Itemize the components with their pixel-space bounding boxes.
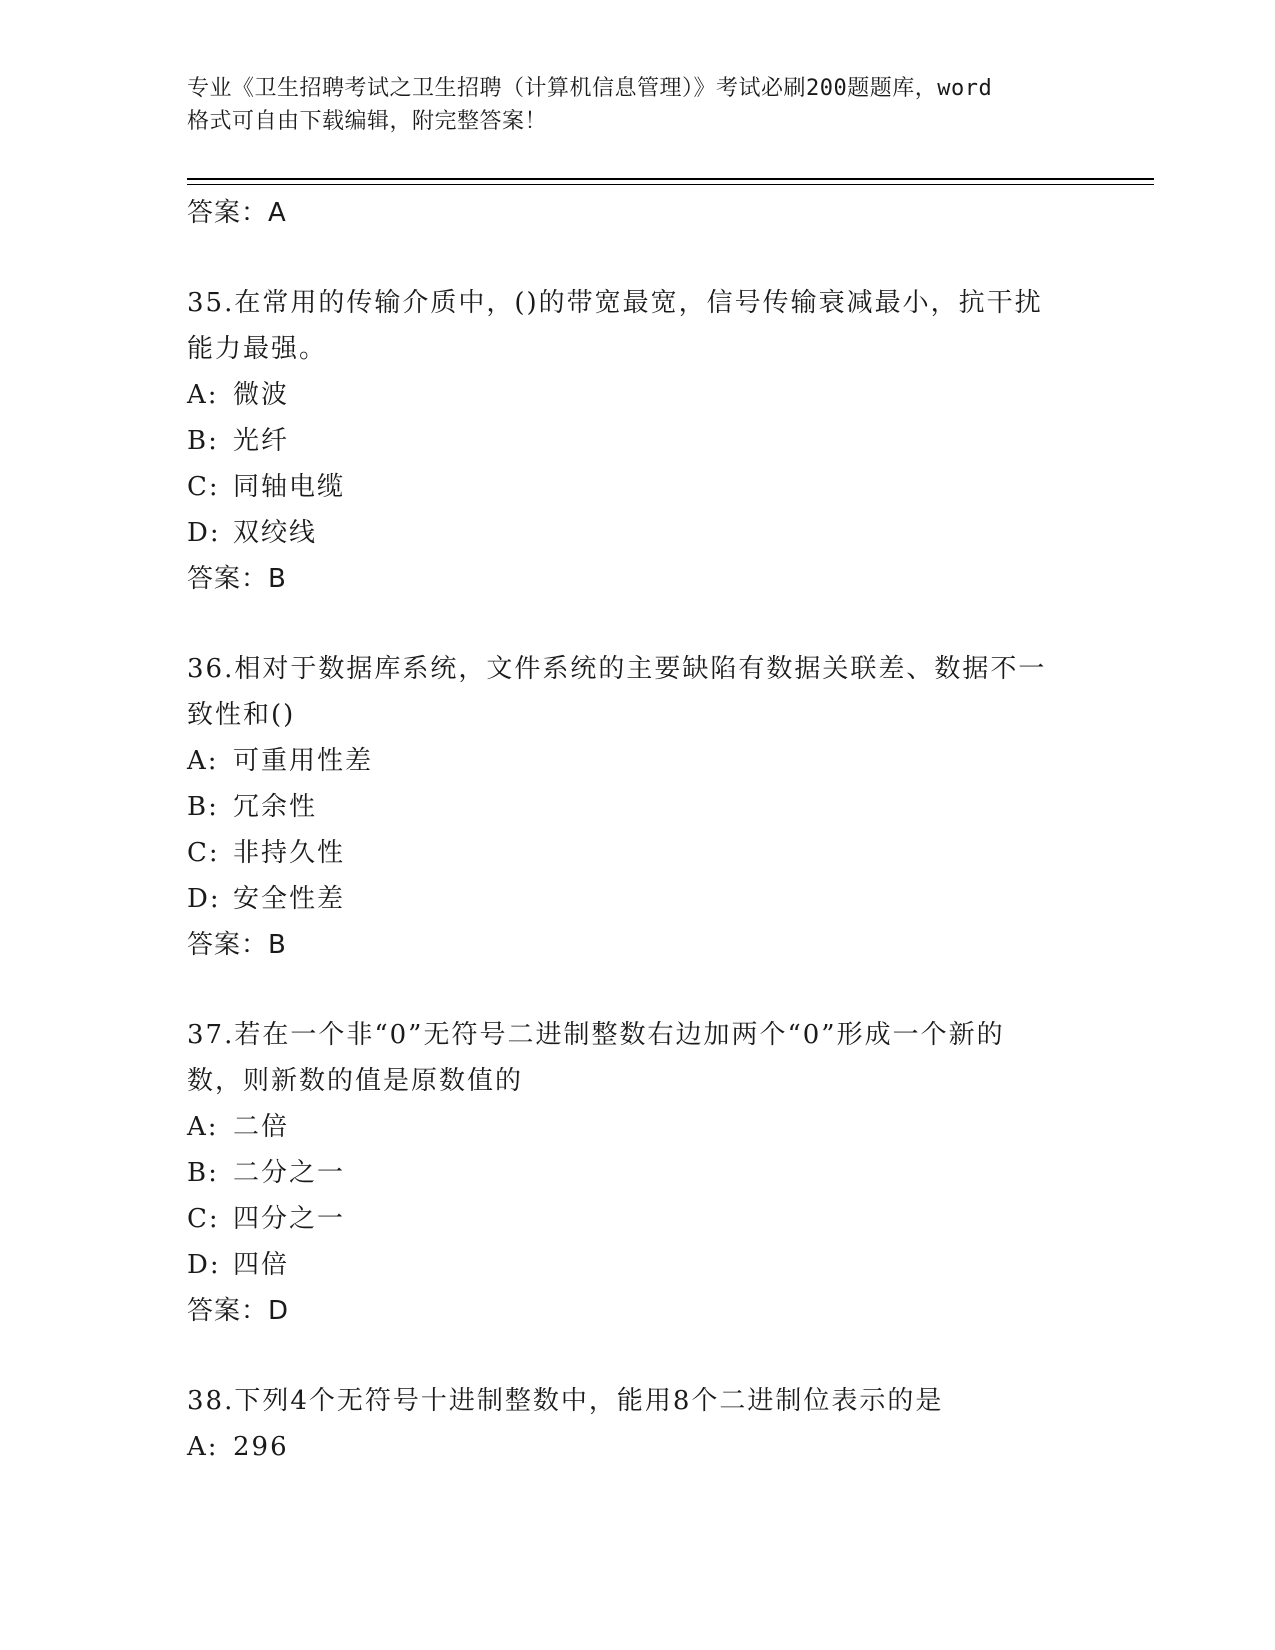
question-stem: 37.若在一个非“0”无符号二进制整数右边加两个“0”形成一个新的 [187, 1020, 1005, 1050]
question-stem-continued: 能力最强。 [187, 334, 328, 364]
option-text: 光纤 [233, 426, 290, 456]
option-text: 微波 [233, 380, 290, 410]
header-rule-thin [187, 184, 1154, 185]
option-b [187, 418, 1087, 464]
question-stem: 35.在常用的传输介质中，()的带宽最宽，信号传输衰减最小，抗干扰 [187, 288, 1043, 318]
option-c [187, 464, 1087, 510]
question-stem: 36.相对于数据库系统，文件系统的主要缺陷有数据关联差、数据不一 [187, 654, 1047, 684]
answer-line: 答案：B [187, 930, 287, 960]
option-key: A: [187, 1432, 219, 1462]
option-c [187, 830, 1087, 876]
option-b [187, 784, 1087, 830]
option-key: D: [187, 884, 221, 914]
option-d [187, 510, 1087, 556]
header-line-1: 专业《卫生招聘考试之卫生招聘（计算机信息管理）》考试必刷200题题库，word [187, 76, 993, 101]
question-block [187, 1012, 1087, 1334]
question-block [187, 280, 1087, 602]
option-key: D: [187, 518, 221, 548]
option-text: 四倍 [233, 1250, 290, 1280]
option-text: 非持久性 [233, 838, 346, 868]
option-a [187, 1424, 1087, 1470]
question-stem: 38.下列4个无符号十进制整数中，能用8个二进制位表示的是 [187, 1386, 944, 1416]
option-a [187, 1104, 1087, 1150]
question-block [187, 1378, 1087, 1470]
option-text: 双绞线 [233, 518, 318, 548]
option-text: 四分之一 [233, 1204, 346, 1234]
option-key: B: [187, 792, 219, 822]
option-key: A: [187, 380, 219, 410]
option-key: B: [187, 426, 219, 456]
option-key: C: [187, 472, 220, 502]
question-stem-continued: 致性和() [187, 700, 296, 730]
option-d [187, 876, 1087, 922]
option-key: C: [187, 1204, 220, 1234]
option-d [187, 1242, 1087, 1288]
question-list [187, 190, 1087, 1470]
option-c [187, 1196, 1087, 1242]
option-text: 可重用性差 [233, 746, 374, 776]
option-a [187, 372, 1087, 418]
header-line-2: 格式可自由下载编辑，附完整答案！ [187, 109, 548, 134]
option-key: A: [187, 746, 219, 776]
option-a [187, 738, 1087, 784]
header-rule-thick [187, 178, 1154, 180]
option-key: B: [187, 1158, 219, 1188]
question-block [187, 646, 1087, 968]
option-key: C: [187, 838, 220, 868]
option-text: 二倍 [233, 1112, 290, 1142]
document-header [187, 72, 1087, 138]
answer-line: 答案：B [187, 564, 287, 594]
option-text: 冗余性 [233, 792, 318, 822]
option-b [187, 1150, 1087, 1196]
option-text: 二分之一 [233, 1158, 346, 1188]
option-key: A: [187, 1112, 219, 1142]
answer-line: 答案：D [187, 1296, 290, 1326]
option-key: D: [187, 1250, 221, 1280]
option-text: 296 [233, 1432, 289, 1462]
option-text: 安全性差 [233, 884, 346, 914]
question-stem-continued: 数，则新数的值是原数值的 [187, 1066, 524, 1096]
option-text: 同轴电缆 [233, 472, 346, 502]
answer-line: 答案：A [187, 198, 287, 228]
